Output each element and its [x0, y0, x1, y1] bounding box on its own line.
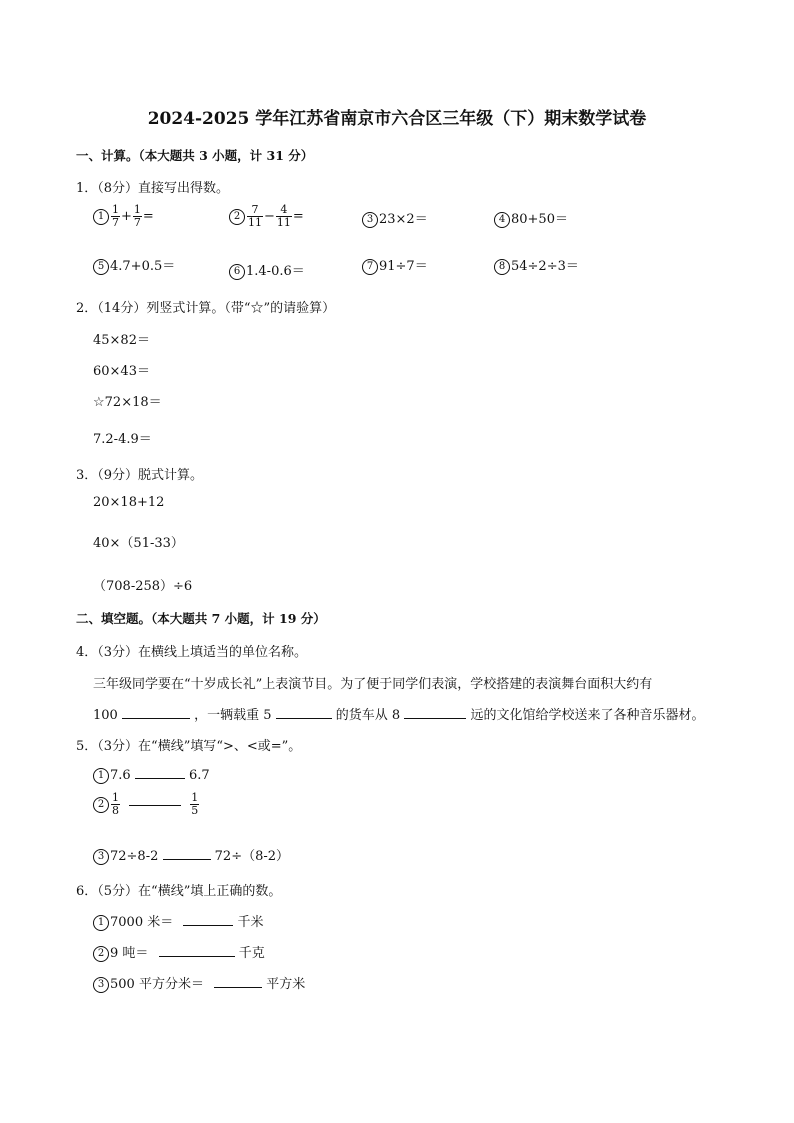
question-1-stem: 1．（8分）直接写出得数。: [76, 181, 230, 196]
fraction: $\frac{4}{11}$: [276, 203, 291, 229]
question-6-stem: 6．（5分）在“横线”填上正确的数。: [76, 884, 282, 899]
fraction: $\frac{7}{11}$: [248, 203, 262, 229]
fraction: $\frac{1}{7}$: [133, 203, 141, 229]
q3-line-1: 20×18+12: [93, 495, 165, 510]
answer-blank[interactable]: [183, 913, 233, 926]
answer-blank[interactable]: [129, 804, 181, 806]
q5-item-1: 1 7.6 6.7: [93, 766, 210, 784]
circle-number: 1: [93, 209, 109, 225]
question-3-stem: 3．（9分）脱式计算。: [76, 468, 204, 483]
circle-number: 2: [229, 209, 245, 225]
q4-paragraph-2: 100 ，一辆载重 5 的货车从 8 远的文化馆给学校送来了各种音乐器材。: [93, 708, 705, 723]
q2-line-1: 45×82＝: [93, 333, 150, 348]
answer-blank[interactable]: [163, 847, 211, 860]
q6-item-1: 1 7000 米＝ 千米: [93, 911, 264, 931]
fraction: $\frac{1}{7}$: [112, 203, 119, 229]
answer-blank[interactable]: [135, 766, 185, 779]
q5-item-3: 3 72÷8-2 72÷（8-2）: [93, 845, 289, 865]
q2-line-4: 7.2-4.9＝: [93, 432, 152, 447]
q1-item-2: 2 $\frac{7}{11}$ − $\frac{4}{11}$ =: [229, 204, 304, 229]
q1-item-6: 6 1.4-0.6＝: [229, 260, 305, 280]
answer-blank[interactable]: [122, 706, 190, 719]
question-4-stem: 4．（3分）在横线上填适当的单位名称。: [76, 645, 308, 660]
q1-item-7: 7 91÷7＝: [362, 255, 428, 275]
answer-blank[interactable]: [404, 706, 466, 719]
q6-item-2: 2 9 吨＝ 千克: [93, 942, 265, 962]
q5-item-2: 2 $\frac{1}{8}$ $\frac{1}{5}$: [93, 792, 200, 817]
q1-item-8: 8 54÷2÷3＝: [494, 255, 579, 275]
q1-item-1: 1 $\frac{1}{7}$ + $\frac{1}{7}$ =: [93, 204, 154, 229]
answer-blank[interactable]: [214, 975, 262, 988]
answer-blank[interactable]: [159, 944, 235, 957]
q3-line-3: （708-258）÷6: [93, 579, 193, 594]
q6-item-3: 3 500 平方分米＝ 平方米: [93, 973, 305, 993]
q1-item-5: 5 4.7+0.5＝: [93, 255, 175, 275]
page-title: 2024-2025 学年江苏省南京市六合区三年级（下）期末数学试卷: [147, 109, 647, 129]
q2-line-3: ☆72×18＝: [93, 395, 162, 410]
q4-paragraph-1: 三年级同学要在“十岁成长礼”上表演节目。为了便于同学们表演，学校搭建的表演舞台面积大约有: [93, 677, 653, 692]
section-2-heading: 二、填空题。（本大题共 7 小题，计 19 分）: [76, 611, 326, 626]
q1-item-3: 3 23×2＝: [362, 208, 428, 228]
q2-line-2: 60×43＝: [93, 364, 150, 379]
q1-item-4: 4 80+50＝: [494, 208, 568, 228]
question-2-stem: 2．（14分）列竖式计算。（带“☆”的请验算）: [76, 301, 336, 316]
answer-blank[interactable]: [276, 706, 332, 719]
q3-line-2: 40×（51-33）: [93, 536, 184, 551]
question-5-stem: 5．（3分）在“横线”填写“>、<或=”。: [76, 739, 302, 754]
section-1-heading: 一、计算。（本大题共 3 小题，计 31 分）: [76, 148, 314, 163]
